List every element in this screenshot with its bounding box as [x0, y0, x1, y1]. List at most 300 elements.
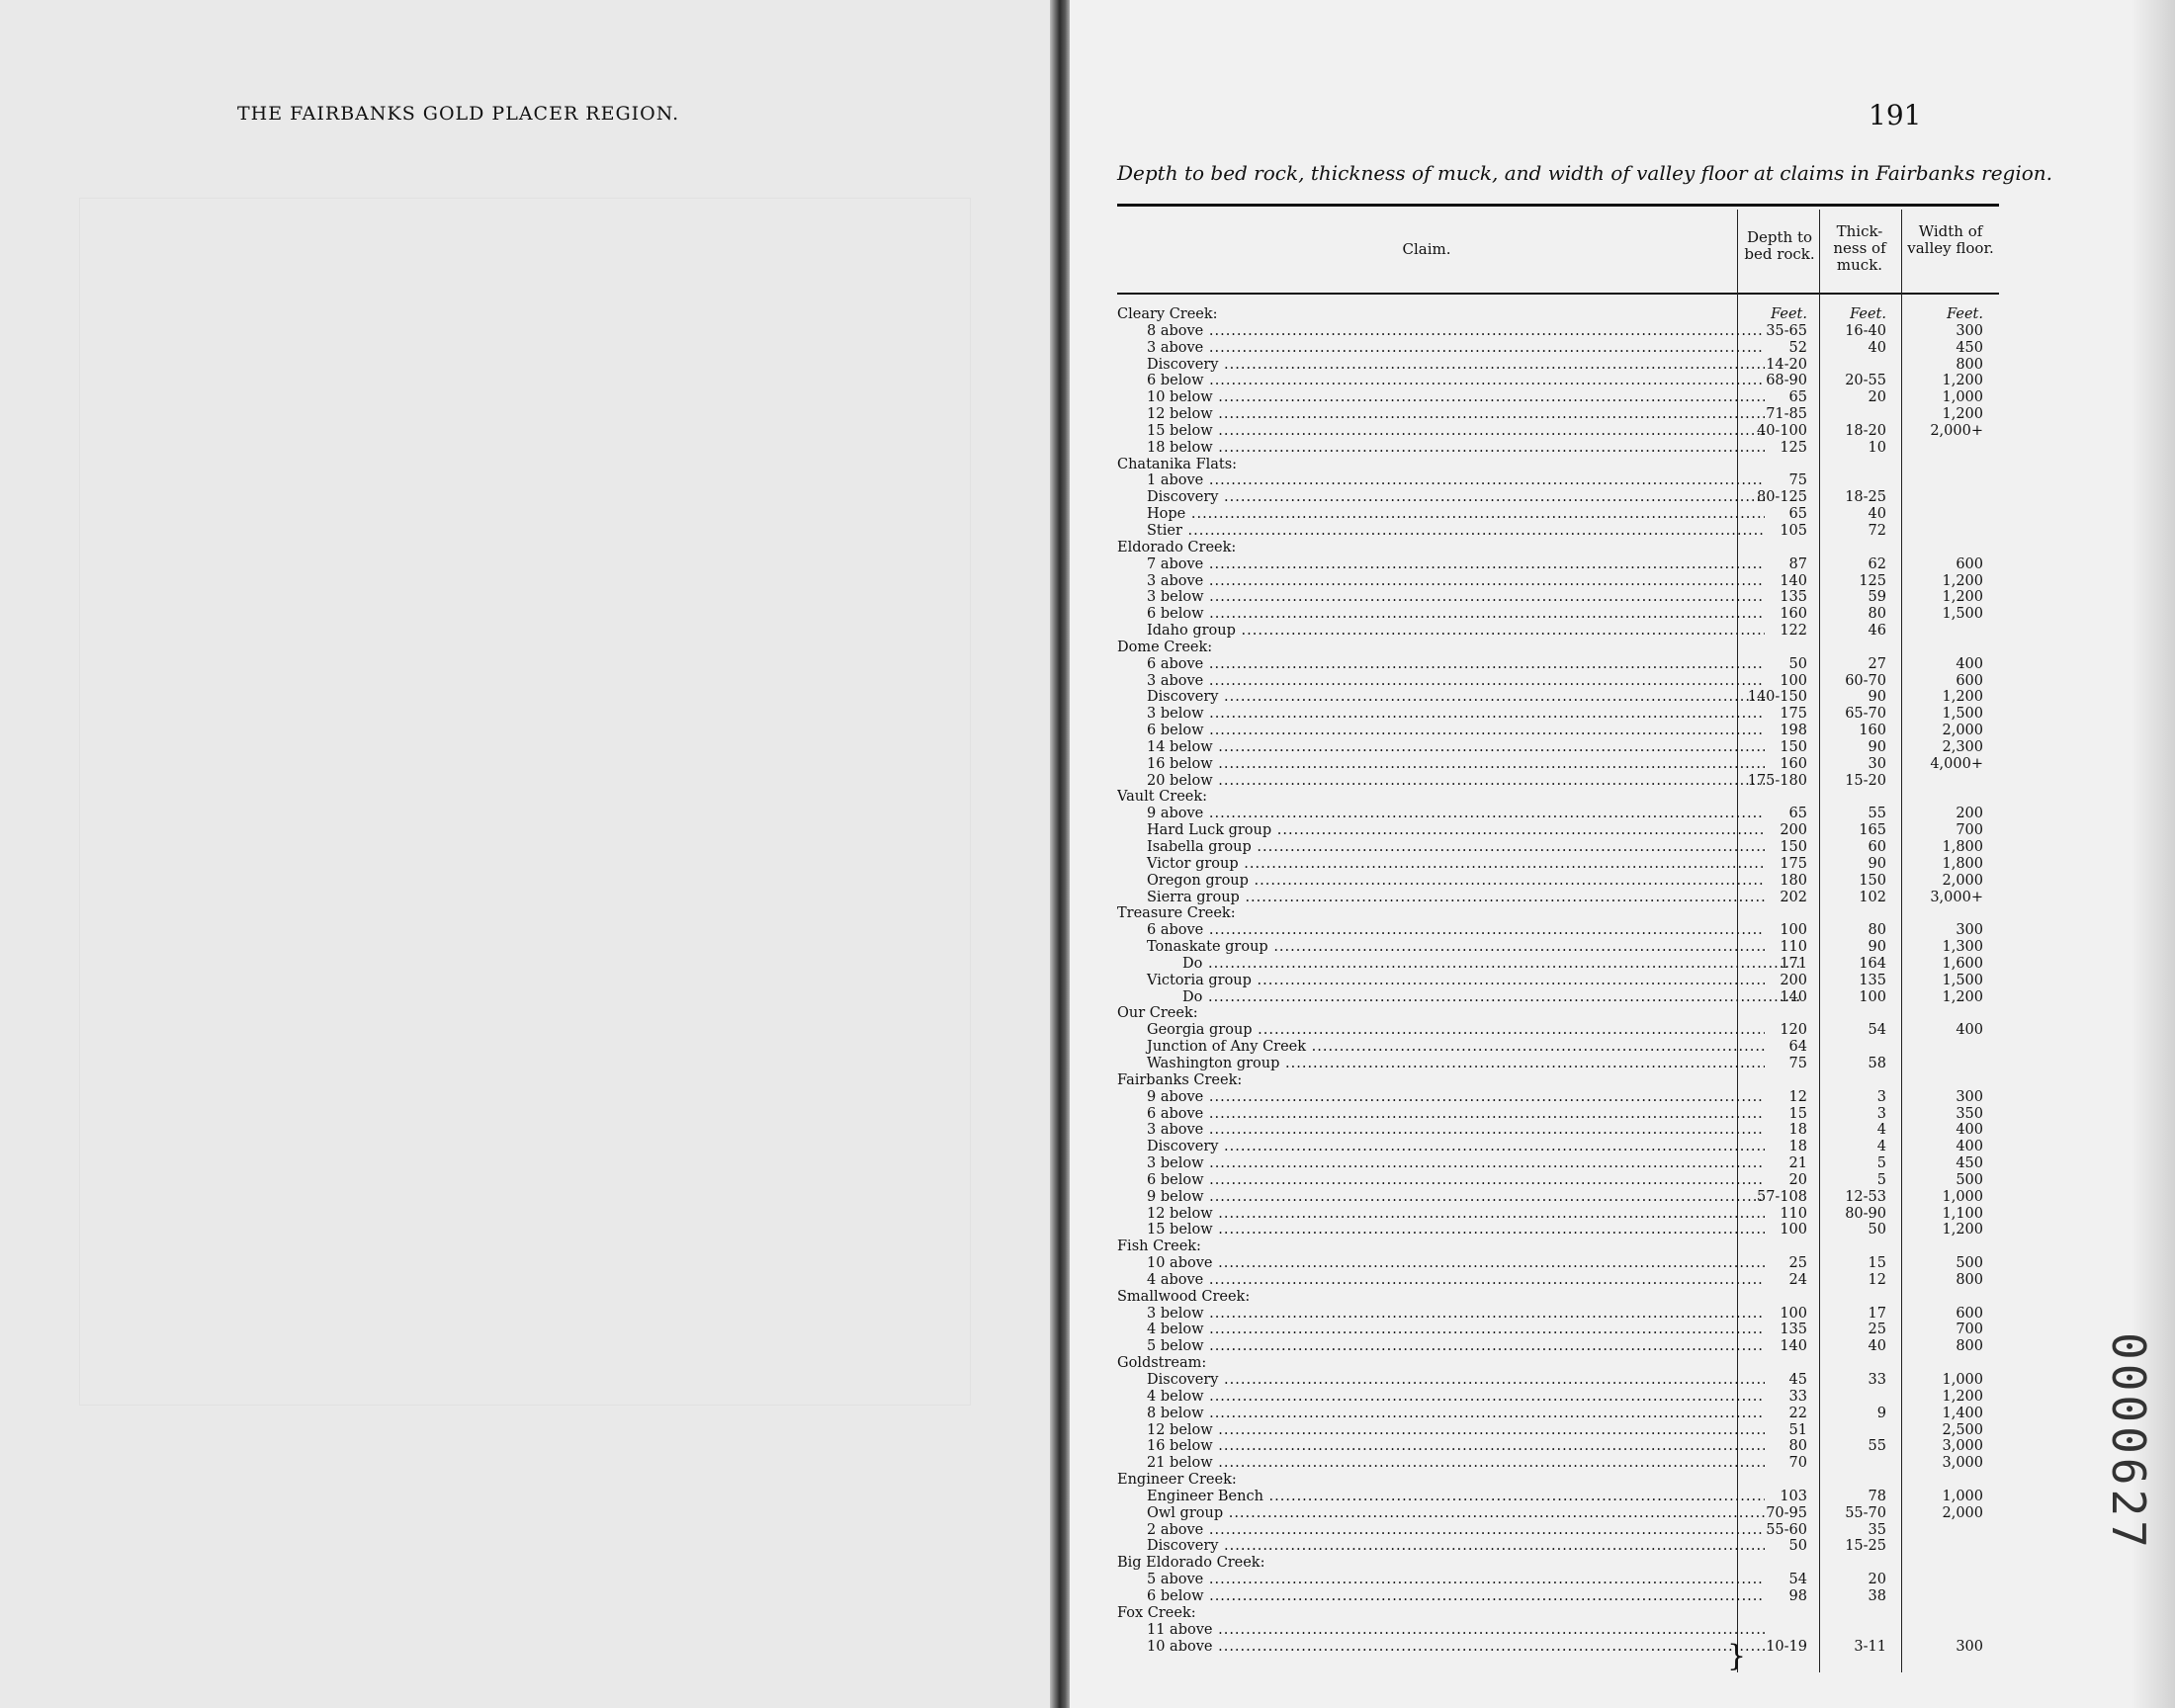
width-cell: 1,300	[1942, 939, 1983, 956]
table-group-row	[1117, 1555, 1999, 1572]
thickness-cell: 33	[1868, 1372, 1886, 1388]
thickness-cell: 72	[1868, 522, 1886, 539]
thickness-cell: 30	[1868, 755, 1886, 772]
width-cell: 1,000	[1942, 389, 1983, 406]
depth-cell: 68-90	[1766, 373, 1807, 389]
table-row	[1117, 806, 1999, 822]
claim-cell: Hard Luck group .....	[1117, 822, 1765, 839]
width-cell: 3,000+	[1930, 889, 1983, 905]
depth-cell: 65	[1788, 806, 1807, 822]
table-row	[1117, 973, 1999, 989]
claim-cell: 6 below .....	[1117, 1172, 1765, 1189]
table-row	[1117, 1039, 1999, 1056]
claim-cell: Victor group .....	[1117, 856, 1765, 873]
table-group-row	[1117, 1472, 1999, 1489]
depth-cell: 50	[1788, 1538, 1807, 1555]
claim-cell: 16 below .....	[1117, 756, 1765, 773]
width-cell: 800	[1956, 356, 1983, 373]
claim-cell: 3 above .....	[1117, 673, 1765, 690]
claim-cell: 14 below .....	[1117, 739, 1765, 756]
claim-cell: 20 below .....	[1117, 773, 1765, 790]
claim-cell: 9 below .....	[1117, 1189, 1765, 1206]
thickness-cell: 18-25	[1845, 489, 1886, 506]
table-row	[1117, 1222, 1999, 1238]
table-row	[1117, 1588, 1999, 1605]
claim-cell: Owl group .....	[1117, 1505, 1765, 1522]
header-depth: Depth to bed rock.	[1744, 228, 1815, 263]
claim-cell: Idaho group .....	[1117, 623, 1765, 640]
table-row	[1117, 856, 1999, 873]
table-row	[1117, 956, 1999, 973]
depth-cell: 75	[1788, 472, 1807, 489]
depth-cell: 18	[1788, 1139, 1807, 1155]
table-row	[1117, 623, 1999, 640]
claim-cell: Vault Creek:	[1117, 789, 1208, 806]
thickness-cell: 165	[1859, 822, 1886, 839]
table-row	[1117, 1189, 1999, 1206]
table-row	[1117, 506, 1999, 523]
table-row	[1117, 523, 1999, 540]
table-row	[1117, 1422, 1999, 1439]
depth-cell: 180	[1780, 872, 1807, 889]
table-row	[1117, 1155, 1999, 1172]
depth-cell: 100	[1780, 1222, 1807, 1238]
depth-cell: 105	[1780, 522, 1807, 539]
claim-cell: 6 below .....	[1117, 606, 1765, 623]
depth-table	[1117, 204, 1999, 1676]
claim-cell: Stier .....	[1117, 523, 1765, 540]
width-cell: 300	[1956, 322, 1983, 339]
width-cell: 1,500	[1942, 972, 1983, 988]
table-row	[1117, 839, 1999, 856]
thickness-cell: 102	[1859, 889, 1886, 905]
width-cell: 500	[1956, 1171, 1983, 1188]
depth-cell: 98	[1788, 1587, 1807, 1604]
table-row	[1117, 656, 1999, 673]
width-cell: 1,200	[1942, 406, 1983, 423]
thickness-cell: 40	[1868, 1338, 1886, 1355]
width-cell: 700	[1956, 1322, 1983, 1338]
width-cell: 1,000	[1942, 1488, 1983, 1504]
claim-cell: Big Eldorado Creek:	[1117, 1555, 1265, 1572]
depth-cell: 175-180	[1747, 772, 1807, 789]
table-row	[1117, 489, 1999, 506]
claim-cell: 12 below .....	[1117, 1422, 1765, 1439]
depth-cell: 171	[1780, 955, 1807, 972]
table-group-row	[1117, 789, 1999, 806]
depth-cell: 35-65	[1766, 322, 1807, 339]
depth-cell: 150	[1780, 839, 1807, 855]
table-row	[1117, 873, 1999, 890]
depth-cell: 80	[1788, 1438, 1807, 1455]
table-row	[1117, 922, 1999, 939]
width-cell: 400	[1956, 655, 1983, 672]
width-cell: 2,000	[1942, 1504, 1983, 1521]
claim-cell: Our Creek:	[1117, 1005, 1198, 1022]
width-cell: 2,500	[1942, 1421, 1983, 1438]
claim-cell: 4 below .....	[1117, 1322, 1765, 1338]
depth-cell: 55-60	[1766, 1521, 1807, 1538]
depth-cell: 70	[1788, 1455, 1807, 1472]
depth-cell: 20	[1788, 1171, 1807, 1188]
table-group-row	[1117, 1605, 1999, 1622]
claim-cell: 15 below .....	[1117, 423, 1765, 440]
claim-cell: 18 below .....	[1117, 440, 1765, 457]
width-cell: 1,800	[1942, 855, 1983, 872]
claim-cell: Eldorado Creek:	[1117, 539, 1237, 555]
claim-cell: Discovery .....	[1117, 1139, 1765, 1155]
claim-cell: Goldstream:	[1117, 1355, 1207, 1372]
table-row	[1117, 723, 1999, 739]
claim-cell: 3 below .....	[1117, 706, 1765, 723]
table-group-row	[1117, 457, 1999, 473]
claim-cell: Victoria group .....	[1117, 973, 1765, 989]
thickness-cell: 90	[1868, 939, 1886, 956]
thickness-cell: 90	[1868, 689, 1886, 706]
thickness-cell: 62	[1868, 555, 1886, 572]
page-number: 191	[1869, 99, 1922, 131]
depth-cell: 200	[1780, 972, 1807, 988]
claim-cell: 12 below .....	[1117, 1206, 1765, 1223]
thickness-cell: 10	[1868, 439, 1886, 456]
thickness-cell: 100	[1859, 988, 1886, 1005]
claim-cell: Discovery .....	[1117, 689, 1765, 706]
header-width: Width of valley floor.	[1907, 222, 1994, 257]
thickness-cell: 54	[1868, 1022, 1886, 1039]
thickness-cell: 3	[1876, 1088, 1886, 1105]
thickness-cell: 80-90	[1845, 1205, 1886, 1222]
width-cell: 600	[1956, 1305, 1983, 1322]
claim-cell: 6 below .....	[1117, 373, 1765, 389]
depth-cell: 140	[1780, 988, 1807, 1005]
depth-cell: 50	[1788, 655, 1807, 672]
thickness-cell: 90	[1868, 855, 1886, 872]
thickness-cell: 5	[1876, 1155, 1886, 1172]
depth-cell: 140	[1780, 1338, 1807, 1355]
depth-cell: 200	[1780, 822, 1807, 839]
thickness-cell: 35	[1868, 1521, 1886, 1538]
depth-cell: 45	[1788, 1372, 1807, 1388]
width-cell: 4,000+	[1930, 755, 1983, 772]
depth-cell: 12	[1788, 1088, 1807, 1105]
width-cell: 1,400	[1942, 1405, 1983, 1421]
width-cell: 1,200	[1942, 572, 1983, 589]
table-group-row	[1117, 306, 1999, 323]
depth-cell: 140	[1780, 572, 1807, 589]
claim-cell: Fairbanks Creek:	[1117, 1071, 1243, 1088]
table-header-rule	[1117, 293, 1999, 295]
width-cell: 350	[1956, 1105, 1983, 1122]
depth-cell: 100	[1780, 672, 1807, 689]
thickness-cell: 27	[1868, 655, 1886, 672]
thickness-cell: 3	[1876, 1105, 1886, 1122]
depth-cell: Feet.	[1771, 306, 1807, 322]
table-row	[1117, 1338, 1999, 1355]
claim-cell: 5 below .....	[1117, 1338, 1765, 1355]
claim-cell: 1 above .....	[1117, 472, 1765, 489]
claim-cell: 6 below .....	[1117, 723, 1765, 739]
header-thickness: Thick-ness of muck.	[1833, 222, 1886, 274]
thickness-cell: 55	[1868, 806, 1886, 822]
depth-cell: 70-95	[1766, 1504, 1807, 1521]
table-group-row	[1117, 1238, 1999, 1255]
claim-cell: Fish Creek:	[1117, 1238, 1201, 1255]
claim-cell: Discovery .....	[1117, 489, 1765, 506]
table-row	[1117, 406, 1999, 423]
width-cell: 1,200	[1942, 589, 1983, 606]
width-cell: 1,200	[1942, 1222, 1983, 1238]
claim-cell: Discovery .....	[1117, 1538, 1765, 1555]
thickness-cell: 78	[1868, 1488, 1886, 1504]
thickness-cell: 40	[1868, 339, 1886, 356]
thickness-cell: 17	[1868, 1305, 1886, 1322]
table-row	[1117, 606, 1999, 623]
depth-cell: 15	[1788, 1105, 1807, 1122]
claim-cell: 3 below .....	[1117, 1155, 1765, 1172]
table-row	[1117, 756, 1999, 773]
depth-cell: 198	[1780, 723, 1807, 739]
depth-cell: 110	[1780, 1205, 1807, 1222]
depth-cell: 33	[1788, 1388, 1807, 1405]
depth-cell: 202	[1780, 889, 1807, 905]
width-cell: 1,200	[1942, 373, 1983, 389]
depth-cell: 40-100	[1756, 422, 1807, 439]
thickness-cell: 5	[1876, 1171, 1886, 1188]
claim-cell: Isabella group .....	[1117, 839, 1765, 856]
depth-cell: 21	[1788, 1155, 1807, 1172]
claim-cell: 4 below .....	[1117, 1389, 1765, 1406]
claim-cell: Discovery .....	[1117, 1372, 1765, 1389]
width-cell: 700	[1956, 822, 1983, 839]
width-cell: 1,200	[1942, 689, 1983, 706]
table-row	[1117, 1522, 1999, 1539]
left-page-blank	[0, 0, 1056, 1708]
left-page-bleed-through	[79, 198, 971, 1406]
claim-cell: 2 above .....	[1117, 1522, 1765, 1539]
depth-cell: 75	[1788, 1055, 1807, 1071]
claim-cell: Treasure Creek:	[1117, 905, 1236, 922]
claim-cell: 9 above .....	[1117, 1089, 1765, 1106]
claim-cell: 15 below .....	[1117, 1222, 1765, 1238]
thickness-cell: 80	[1868, 922, 1886, 939]
depth-cell: 175	[1780, 706, 1807, 723]
thickness-cell: 20	[1868, 1572, 1886, 1588]
claim-cell: 8 below .....	[1117, 1406, 1765, 1422]
thickness-cell: 15-25	[1845, 1538, 1886, 1555]
depth-cell: 135	[1780, 589, 1807, 606]
thickness-cell: 65-70	[1845, 706, 1886, 723]
table-row	[1117, 1272, 1999, 1289]
claim-cell: 9 above .....	[1117, 806, 1765, 822]
width-cell: 600	[1956, 672, 1983, 689]
table-row	[1117, 1322, 1999, 1338]
table-row	[1117, 589, 1999, 606]
table-group-row	[1117, 1289, 1999, 1306]
table-row	[1117, 472, 1999, 489]
width-cell: 300	[1956, 922, 1983, 939]
table-row	[1117, 357, 1999, 374]
table-group-row	[1117, 1355, 1999, 1372]
width-cell: Feet.	[1947, 306, 1983, 322]
table-row	[1117, 1206, 1999, 1223]
claim-cell: 11 above .....	[1117, 1622, 1765, 1639]
table-row	[1117, 739, 1999, 756]
table-row	[1117, 1089, 1999, 1106]
depth-cell: 65	[1788, 506, 1807, 523]
thickness-cell: 4	[1876, 1139, 1886, 1155]
claim-cell: Dome Creek:	[1117, 639, 1213, 655]
width-cell: 450	[1956, 339, 1983, 356]
depth-cell: 150	[1780, 738, 1807, 755]
table-row	[1117, 1622, 1999, 1639]
depth-cell: 51	[1788, 1421, 1807, 1438]
depth-cell: 10-19	[1766, 1638, 1807, 1655]
width-cell: 1,100	[1942, 1205, 1983, 1222]
table-row	[1117, 890, 1999, 906]
claim-cell: 3 below .....	[1117, 1306, 1765, 1323]
width-cell: 300	[1956, 1638, 1983, 1655]
depth-cell: 65	[1788, 389, 1807, 406]
claim-cell: Sierra group .....	[1117, 890, 1765, 906]
claim-cell: 12 below .....	[1117, 406, 1765, 423]
thickness-cell: 16-40	[1845, 322, 1886, 339]
table-row	[1117, 1255, 1999, 1272]
thickness-cell: 4	[1876, 1122, 1886, 1139]
table-row	[1117, 340, 1999, 357]
table-row	[1117, 323, 1999, 340]
claim-cell: Junction of Any Creek .....	[1117, 1039, 1765, 1056]
thickness-cell: 3-11	[1854, 1638, 1886, 1655]
table-row	[1117, 1106, 1999, 1123]
table-row	[1117, 1389, 1999, 1406]
thickness-cell: 12	[1868, 1271, 1886, 1288]
width-cell: 2,000	[1942, 723, 1983, 739]
table-row	[1117, 440, 1999, 457]
width-cell: 400	[1956, 1022, 1983, 1039]
depth-cell: 14-20	[1766, 356, 1807, 373]
depth-cell: 122	[1780, 623, 1807, 640]
table-row	[1117, 773, 1999, 790]
claim-cell: 21 below .....	[1117, 1455, 1765, 1472]
table-row	[1117, 1406, 1999, 1422]
table-body	[1117, 306, 1999, 1655]
depth-cell: 64	[1788, 1039, 1807, 1056]
thickness-cell: 9	[1876, 1405, 1886, 1421]
claim-cell: 16 below .....	[1117, 1438, 1765, 1455]
claim-cell: Chatanika Flats:	[1117, 456, 1238, 472]
claim-cell: Cleary Creek:	[1117, 306, 1218, 322]
table-row	[1117, 1639, 1999, 1656]
width-cell: 400	[1956, 1122, 1983, 1139]
table-row	[1117, 373, 1999, 389]
table-row	[1117, 1172, 1999, 1189]
thickness-cell: 55-70	[1845, 1504, 1886, 1521]
thickness-cell: 59	[1868, 589, 1886, 606]
depth-cell: 71-85	[1766, 406, 1807, 423]
depth-cell: 160	[1780, 606, 1807, 623]
claim-cell: Do .....	[1117, 989, 1800, 1006]
width-cell: 1,500	[1942, 606, 1983, 623]
table-top-rule	[1117, 204, 1999, 207]
table-row	[1117, 989, 1999, 1006]
depth-cell: 140-150	[1747, 689, 1807, 706]
width-cell: 200	[1956, 806, 1983, 822]
claim-cell: Fox Creek:	[1117, 1604, 1196, 1621]
thickness-cell: 20	[1868, 389, 1886, 406]
header-claim: Claim.	[1402, 240, 1451, 258]
table-row	[1117, 1372, 1999, 1389]
table-row	[1117, 1022, 1999, 1039]
claim-cell: 6 above .....	[1117, 1106, 1765, 1123]
width-cell: 450	[1956, 1155, 1983, 1172]
thickness-cell: 160	[1859, 723, 1886, 739]
width-cell: 600	[1956, 555, 1983, 572]
claim-cell: Discovery .....	[1117, 357, 1765, 374]
table-row	[1117, 556, 1999, 573]
thickness-cell: 20-55	[1845, 373, 1886, 389]
claim-cell: 3 above .....	[1117, 573, 1765, 590]
claim-cell: 3 above .....	[1117, 1122, 1765, 1139]
thickness-cell: 55	[1868, 1438, 1886, 1455]
claim-cell: Smallwood Creek:	[1117, 1288, 1251, 1305]
depth-cell: 100	[1780, 1305, 1807, 1322]
thickness-cell: Feet.	[1850, 306, 1886, 322]
claim-cell: 6 above .....	[1117, 656, 1765, 673]
claim-cell: Engineer Bench .....	[1117, 1489, 1765, 1505]
thickness-cell: 40	[1868, 506, 1886, 523]
table-title: Depth to bed rock, thickness of muck, and width of valley floor at claims in Fairbanks region.	[1117, 161, 2053, 185]
claim-cell: 3 below .....	[1117, 589, 1765, 606]
thickness-cell: 38	[1868, 1587, 1886, 1604]
width-cell: 1,500	[1942, 706, 1983, 723]
thickness-cell: 164	[1859, 955, 1886, 972]
width-cell: 2,000+	[1930, 422, 1983, 439]
depth-cell: 87	[1788, 555, 1807, 572]
width-cell: 1,800	[1942, 839, 1983, 855]
width-cell: 2,300	[1942, 738, 1983, 755]
thickness-cell: 135	[1859, 972, 1886, 988]
thickness-cell: 125	[1859, 572, 1886, 589]
thickness-cell: 25	[1868, 1322, 1886, 1338]
table-group-row	[1117, 905, 1999, 922]
table-row	[1117, 673, 1999, 690]
width-cell: 1,000	[1942, 1188, 1983, 1205]
claim-cell: 6 below .....	[1117, 1588, 1765, 1605]
table-group-row	[1117, 1005, 1999, 1022]
width-cell: 800	[1956, 1271, 1983, 1288]
depth-cell: 135	[1780, 1322, 1807, 1338]
table-row	[1117, 1438, 1999, 1455]
claim-cell: 7 above .....	[1117, 556, 1765, 573]
claim-cell: Hope .....	[1117, 506, 1765, 523]
claim-cell: Oregon group .....	[1117, 873, 1765, 890]
width-cell: 1,200	[1942, 1388, 1983, 1405]
width-cell: 3,000	[1942, 1455, 1983, 1472]
depth-cell: 100	[1780, 922, 1807, 939]
claim-cell: 6 above .....	[1117, 922, 1765, 939]
depth-cell: 80-125	[1756, 489, 1807, 506]
thickness-cell: 18-20	[1845, 422, 1886, 439]
depth-cell: 120	[1780, 1022, 1807, 1039]
depth-cell: 52	[1788, 339, 1807, 356]
depth-cell: 103	[1780, 1488, 1807, 1504]
table-group-row	[1117, 1072, 1999, 1089]
claim-cell: Engineer Creek:	[1117, 1472, 1237, 1489]
depth-cell: 25	[1788, 1255, 1807, 1272]
width-cell: 400	[1956, 1139, 1983, 1155]
table-row	[1117, 1572, 1999, 1588]
table-row	[1117, 939, 1999, 956]
